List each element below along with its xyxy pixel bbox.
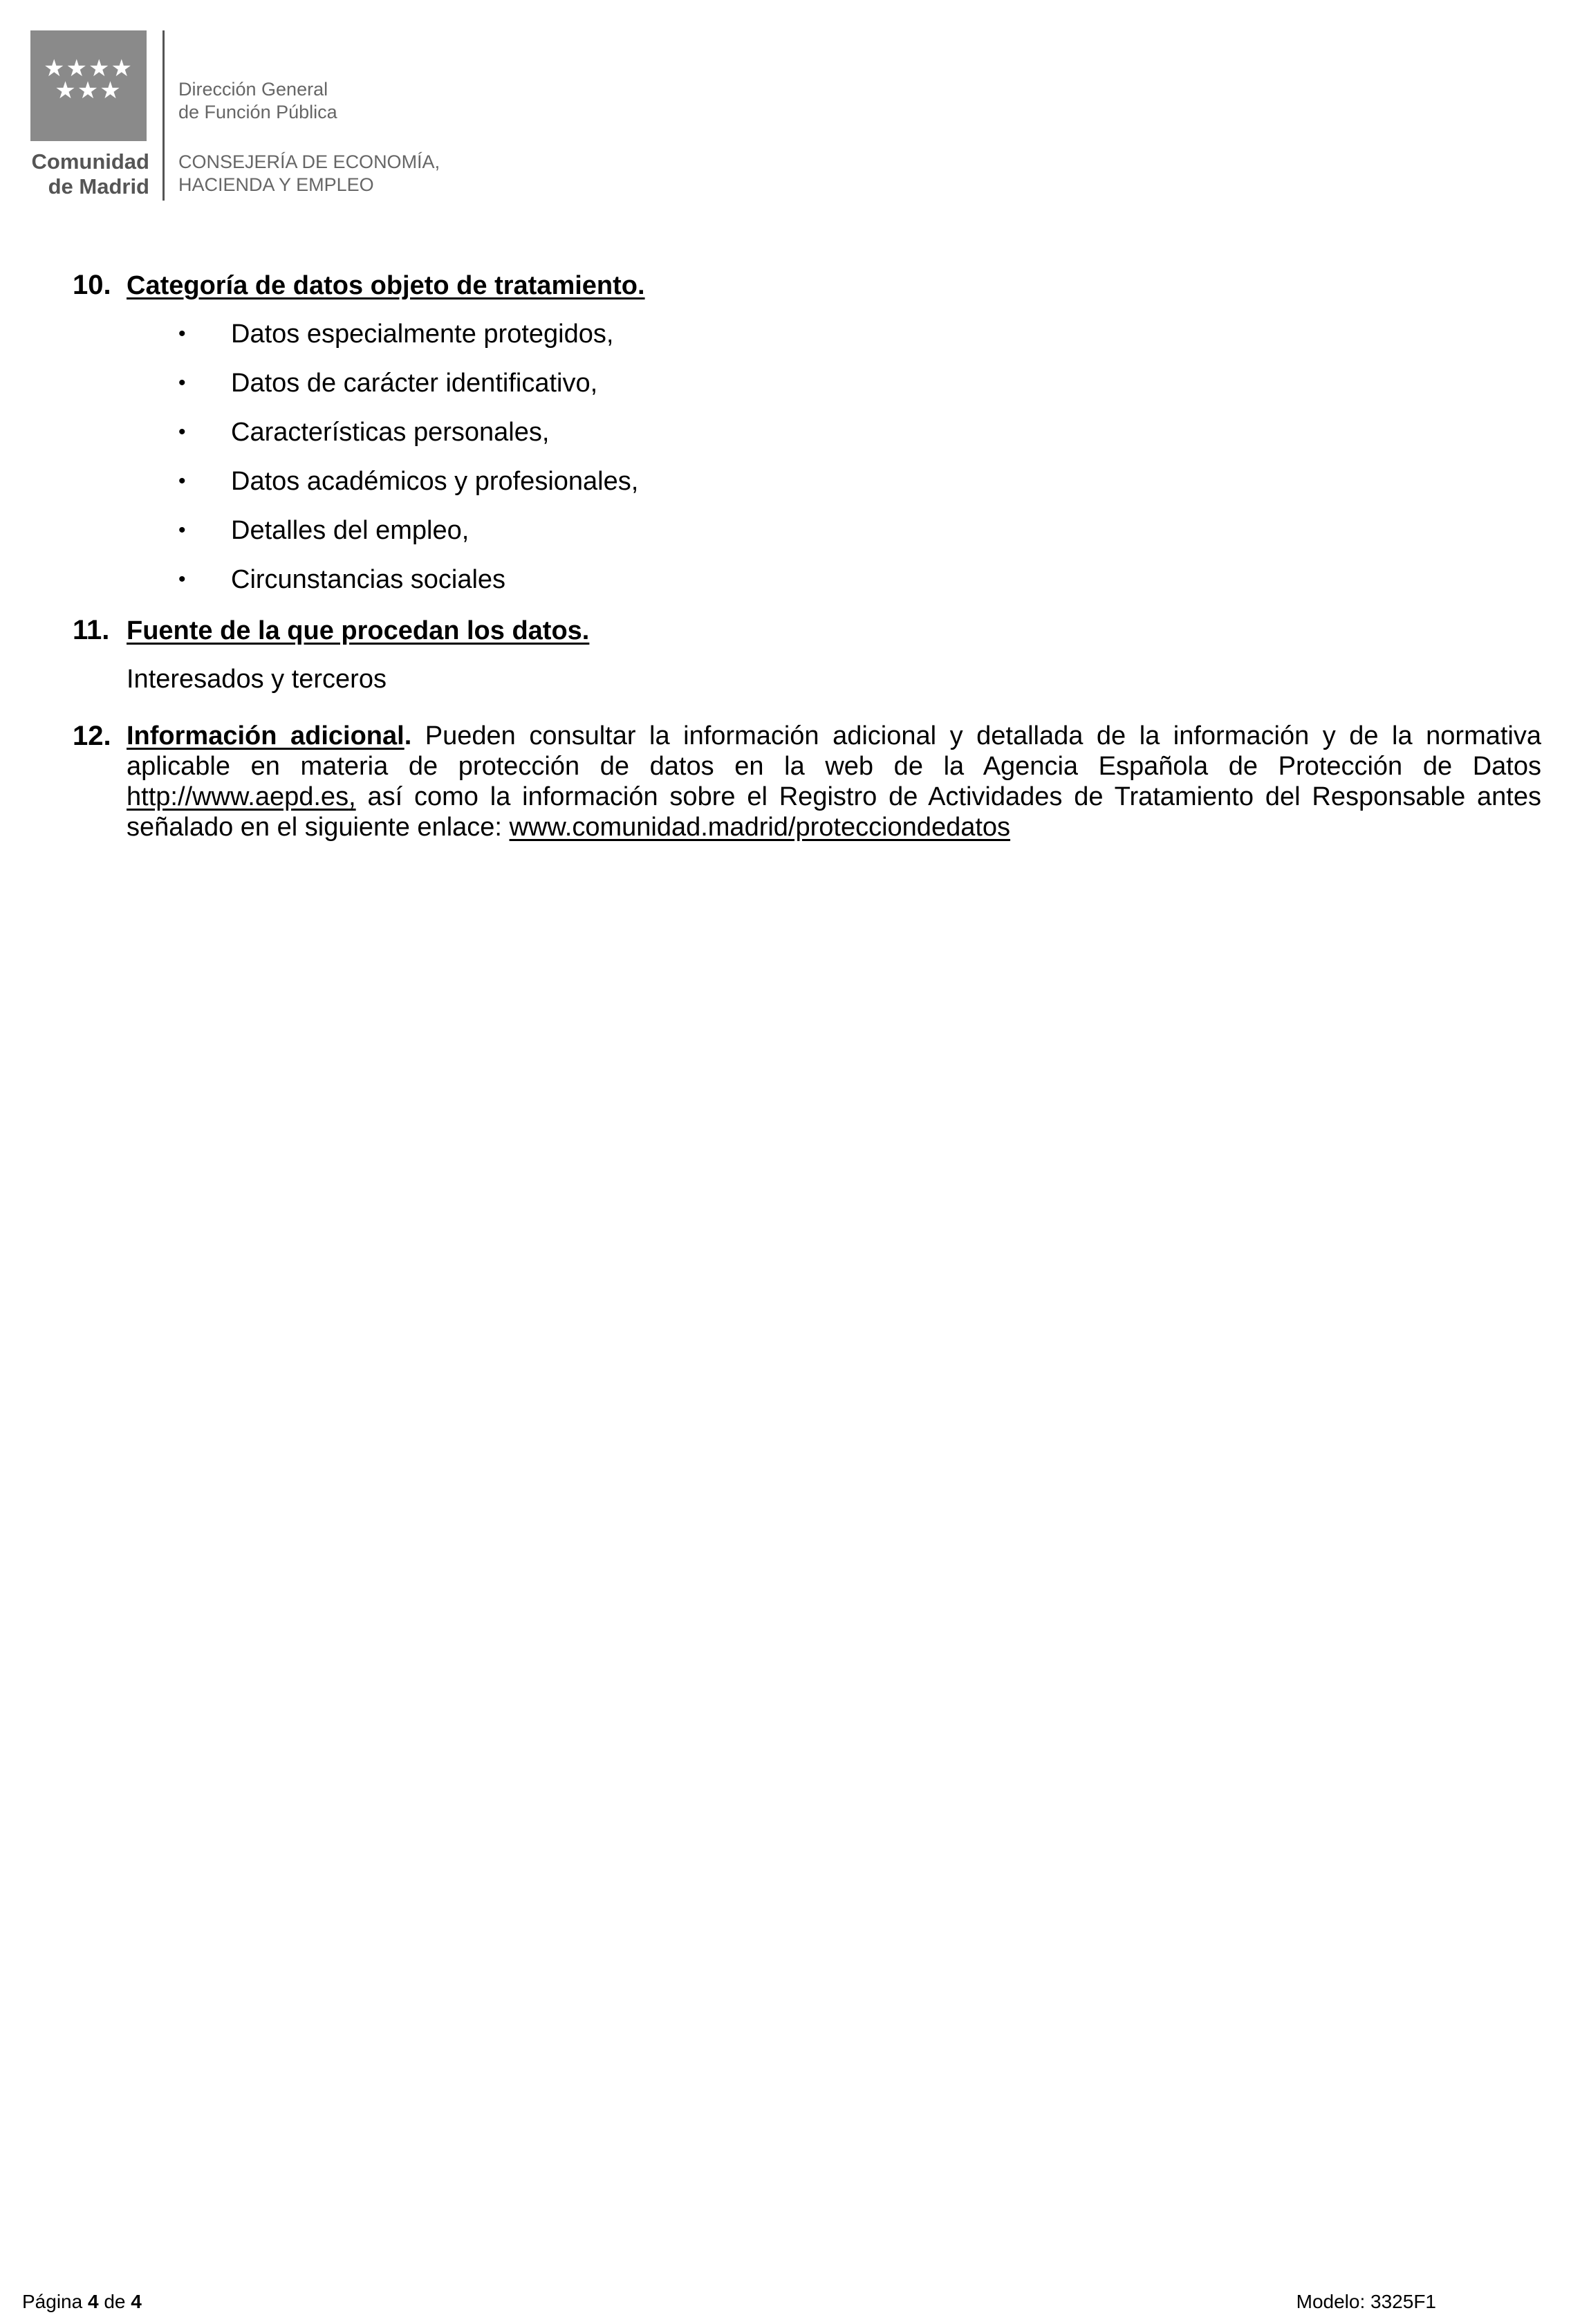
header-divider xyxy=(162,30,165,201)
section-11-heading xyxy=(73,615,589,646)
page-number xyxy=(22,2290,142,2314)
list-item xyxy=(178,319,638,368)
list-item-text: Datos de carácter identificativo, xyxy=(231,369,598,398)
model-code: Modelo: 3325F1 xyxy=(1296,2291,1436,2312)
unit-name-line2: de Función Pública xyxy=(178,102,337,122)
list-item-text: Características personales, xyxy=(231,418,550,447)
unit-name xyxy=(178,78,337,124)
ministry-name-line1: CONSEJERÍA DE ECONOMÍA, xyxy=(178,151,440,172)
logo-name xyxy=(30,149,149,199)
logo-stars-top: ★★★★ xyxy=(44,55,133,82)
page-separator: de xyxy=(98,2291,131,2312)
section-11-title: Fuente de la que procedan los datos. xyxy=(127,616,590,645)
section-12-text-part2: así como la información sobre el Registro de Actividades de Tratamiento del Responsable antes señalado en el siguiente enlace: xyxy=(127,782,1541,842)
comunidad-madrid-logo xyxy=(30,30,148,199)
section-11-text: Interesados y terceros xyxy=(127,665,387,694)
section-12-paragraph xyxy=(127,721,1541,842)
section-10-title: Categoría de datos objeto de tratamiento. xyxy=(127,271,645,300)
list-item-text: Circunstancias sociales xyxy=(231,565,506,594)
bullet-icon: • xyxy=(178,371,186,394)
section-10-number: 10. xyxy=(73,270,111,300)
section-11-number: 11. xyxy=(73,615,110,645)
page-total: 4 xyxy=(131,2291,142,2312)
section-12 xyxy=(73,721,1541,842)
list-item xyxy=(178,515,638,564)
list-item xyxy=(178,368,638,417)
bullet-icon: • xyxy=(178,568,186,591)
madrid-data-protection-link[interactable]: www.comunidad.madrid/protecciondedatos xyxy=(509,813,1011,842)
ministry-name-line2: HACIENDA Y EMPLEO xyxy=(178,174,374,195)
ministry-name xyxy=(178,151,440,196)
list-item-text: Datos académicos y profesionales, xyxy=(231,467,639,496)
logo-stars-bottom: ★★★ xyxy=(55,77,122,104)
aepd-link-comma: , xyxy=(348,782,356,811)
section-12-text-part1: Pueden consultar la información adicional y detallada de la información y de la normativa aplicable en materia de protección de datos en la web de la Agencia Española de Protección de Datos xyxy=(127,721,1541,781)
section-12-title: Información adicional xyxy=(127,721,405,750)
unit-name-line1: Dirección General xyxy=(178,79,328,100)
bullet-icon: • xyxy=(178,421,186,443)
bullet-icon: • xyxy=(178,322,186,345)
list-item xyxy=(178,466,638,515)
bullet-icon: • xyxy=(178,519,186,542)
section-10-heading xyxy=(73,270,645,301)
data-categories-list xyxy=(178,319,638,614)
section-12-title-period: . xyxy=(404,721,412,750)
list-item-text: Datos especialmente protegidos, xyxy=(231,320,614,349)
section-12-number: 12. xyxy=(73,721,111,751)
list-item xyxy=(178,417,638,466)
logo-name-line2: de Madrid xyxy=(48,174,149,199)
list-item xyxy=(178,564,638,614)
logo-name-line1: Comunidad xyxy=(31,149,149,174)
list-item-text: Detalles del empleo, xyxy=(231,516,470,545)
page-prefix: Página xyxy=(22,2291,88,2312)
page-current: 4 xyxy=(87,2291,99,2312)
logo-flag xyxy=(30,30,147,141)
aepd-link[interactable]: http://www.aepd.es xyxy=(127,782,349,811)
bullet-icon: • xyxy=(178,470,186,492)
